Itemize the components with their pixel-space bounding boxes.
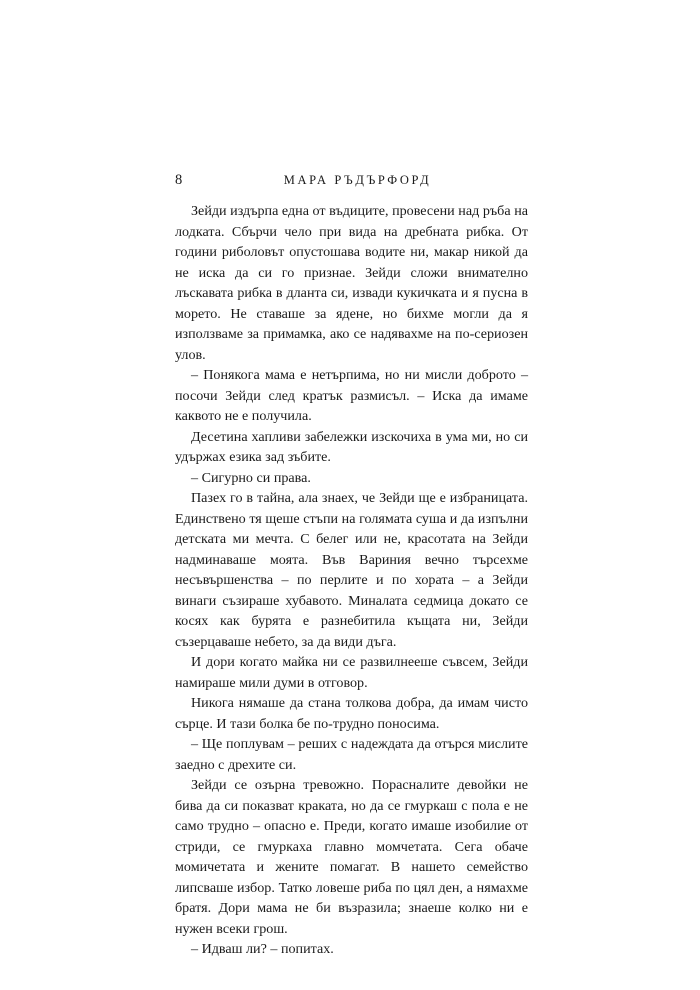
paragraph-6: И дори когато майка ни се развилнееше съвсем, Зейди намираше мили думи в отговор.	[175, 654, 528, 691]
paragraph-4: – Сигурно си права.	[191, 469, 311, 486]
paragraph-7: Никога нямаше да стана толкова добра, да имам чисто сърце. И тази болка бе по-трудно поносима.	[175, 695, 528, 732]
paragraph-10: – Идваш ли? – попитах.	[191, 941, 334, 957]
paragraph-9: Зейди се озърна тревожно. Порасналите девойки не бива да си показват краката, но да се гмуркаш с пола е не само трудно – опасно е. Преди, когато имаше изобилие от стриди, се гмуркаха главно момчетата. Сега обаче момичетата и жените помагат. В нашето семейство липсваше избор. Татко ловеше риба по цял ден, а нямахме братя. Дори мама не би възразила; знаеше колко ни е нужен всеки грош.	[175, 777, 528, 937]
paragraph-2: – Понякога мама е нетърпима, но ни мисли доброто – посочи Зейди след кратък размисъл. – Иска да имаме каквото не е получила.	[175, 367, 528, 424]
paragraph-3: Десетина хапливи забележки изскочиха в ума ми, но си удържах езика зад зъбите.	[175, 428, 528, 465]
body-text	[175, 201, 528, 960]
page-number: 8	[175, 172, 183, 188]
running-head-author: МАРА РЪДЪРФОРД	[283, 173, 432, 187]
page-header	[175, 168, 528, 192]
paragraph-1: Зейди издърпа една от въдиците, провесени над ръба на лодката. Сбърчи чело при вида на дребната рибка. От години риболовът опустошава водите ни, макар никой да не иска да си го признае. Зейди сложи внимателно лъскавата рибка в дланта си, извади кукичката и я пусна в морето. Не ставаше за ядене, но бихме могли да я използваме за примамка, ако се надявахме на по-сериозен улов.	[175, 203, 528, 363]
paragraph-5: Пазех го в тайна, ала знаех, че Зейди ще е избраницата. Единствено тя щеше стъпи на голямата суша и да изпълни детската ми мечта. С белег или не, красотата на Зейди надминаваше моята. Във Вариния вечно търсехме несъвършенства – по перлите и по хората – а Зейди винаги съзираше хубавото. Миналата седмица докато се косях как бурята е разнебитила къщата ни, Зейди съзерцаваше небето, за да види дъга.	[175, 490, 528, 650]
paragraph-8: – Ще поплувам – реших с надеждата да отърся мислите заедно с дрехите си.	[175, 736, 528, 773]
